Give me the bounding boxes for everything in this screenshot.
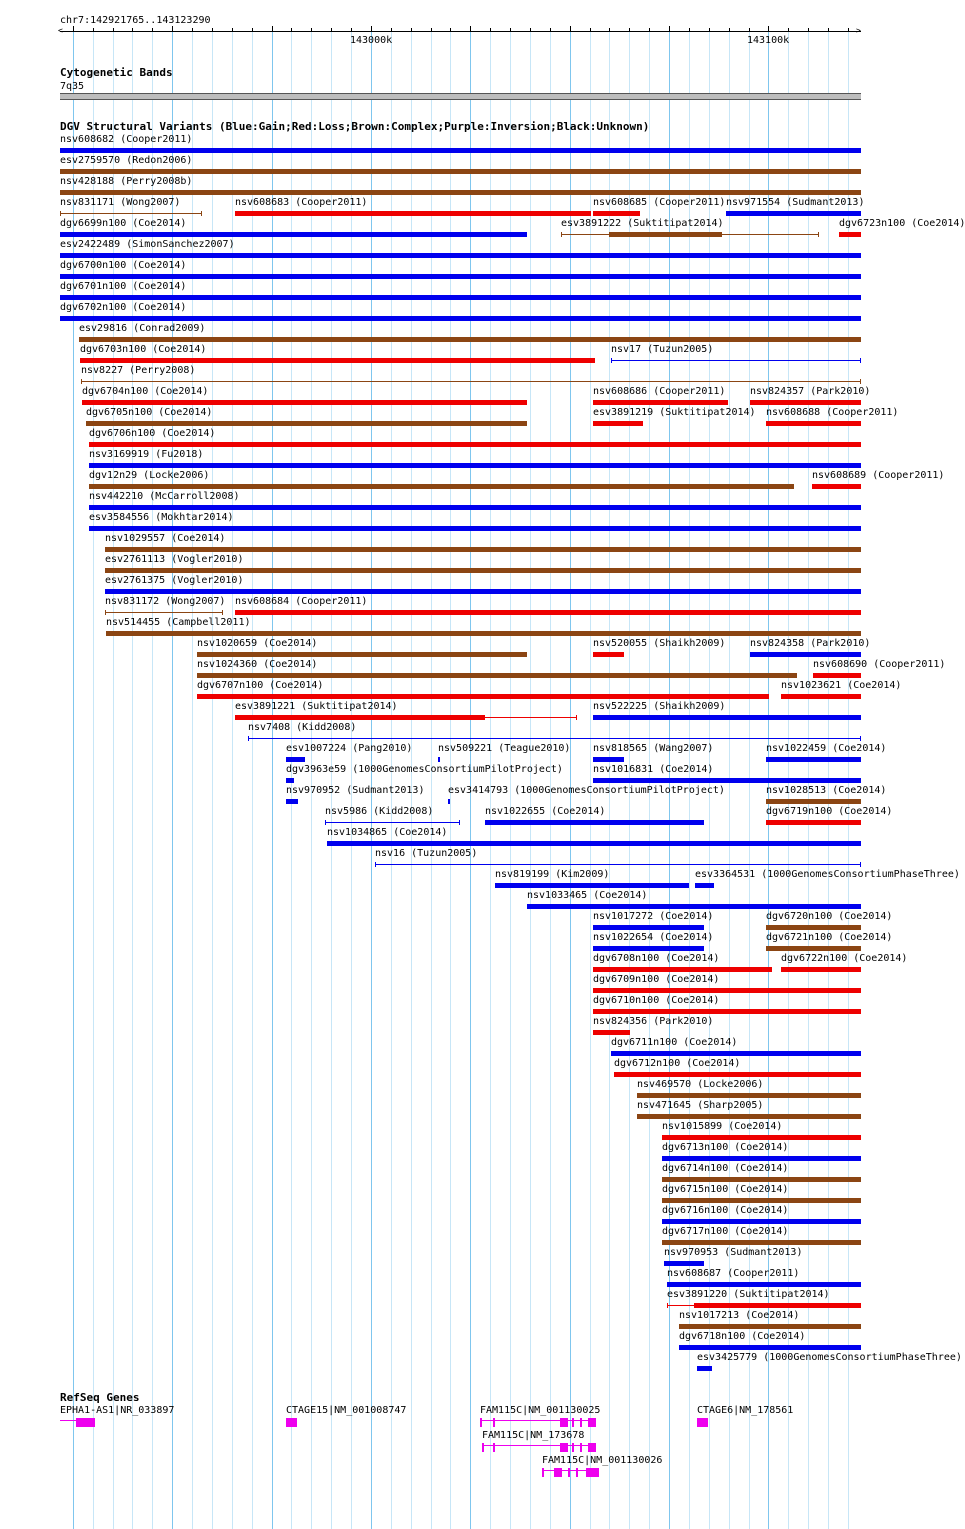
variant-bar[interactable] bbox=[485, 820, 704, 825]
gene-intron-line bbox=[482, 1445, 596, 1446]
ruler-arrow-right: > bbox=[856, 26, 861, 35]
cytoband-track-title: Cytogenetic Bands bbox=[60, 66, 173, 79]
variant-bar[interactable] bbox=[593, 421, 643, 426]
variant-label[interactable]: nsv1017213 (Coe2014) bbox=[679, 1310, 800, 1321]
variant-label[interactable]: dgv6716n100 (Coe2014) bbox=[662, 1205, 789, 1216]
variant-label[interactable]: nsv1034865 (Coe2014) bbox=[327, 827, 448, 838]
variant-label[interactable]: nsv1024360 (Coe2014) bbox=[197, 659, 318, 670]
variant-bar[interactable] bbox=[750, 400, 861, 405]
variant-bar[interactable] bbox=[593, 715, 861, 720]
variant-bar[interactable] bbox=[611, 1051, 861, 1056]
variant-bar[interactable] bbox=[527, 904, 861, 909]
gene-exon[interactable] bbox=[482, 1443, 484, 1452]
ruler-axis bbox=[60, 31, 861, 32]
gene-exon[interactable] bbox=[572, 1418, 574, 1427]
ruler-tick bbox=[272, 26, 273, 32]
variant-bar[interactable] bbox=[197, 673, 797, 678]
ruler-tick bbox=[848, 28, 849, 32]
variant-label[interactable]: esv3364531 (1000GenomesConsortiumPhaseThree) bbox=[695, 869, 960, 880]
variant-bar[interactable] bbox=[60, 274, 861, 279]
variant-end-cap bbox=[860, 736, 861, 741]
variant-label[interactable]: dgv6704n100 (Coe2014) bbox=[82, 386, 209, 397]
gene-exon[interactable] bbox=[286, 1418, 297, 1427]
variant-bar[interactable] bbox=[839, 232, 861, 237]
variant-label[interactable]: esv1007224 (Pang2010) bbox=[286, 743, 413, 754]
gene-exon[interactable] bbox=[568, 1468, 570, 1477]
variant-label[interactable]: esv2761113 (Vogler2010) bbox=[105, 554, 244, 565]
variant-bar[interactable] bbox=[286, 799, 298, 804]
variant-label[interactable]: dgv12n29 (Locke2006) bbox=[89, 470, 210, 481]
variant-label[interactable]: dgv3963e59 (1000GenomesConsortiumPilotProject) bbox=[286, 764, 563, 775]
variant-bar[interactable] bbox=[813, 673, 861, 678]
variant-label[interactable]: esv2759570 (Redon2006) bbox=[60, 155, 193, 166]
variant-end-cap bbox=[81, 379, 82, 384]
variant-label[interactable]: nsv824356 (Park2010) bbox=[593, 1016, 714, 1027]
variant-label[interactable]: nsv970952 (Sudmant2013) bbox=[286, 785, 425, 796]
variant-extent-line[interactable] bbox=[60, 213, 202, 214]
variant-label[interactable]: esv2761375 (Vogler2010) bbox=[105, 575, 244, 586]
variant-bar[interactable] bbox=[286, 778, 294, 783]
variant-extent-line[interactable] bbox=[375, 864, 861, 865]
variant-label[interactable]: dgv6719n100 (Coe2014) bbox=[766, 806, 893, 817]
variant-bar[interactable] bbox=[662, 1177, 861, 1182]
variant-bar[interactable] bbox=[593, 988, 861, 993]
variant-end-cap bbox=[611, 358, 612, 363]
variant-bar[interactable] bbox=[60, 253, 861, 258]
variant-bar[interactable] bbox=[89, 505, 861, 510]
variant-bar[interactable] bbox=[766, 925, 861, 930]
variant-end-cap bbox=[667, 1303, 668, 1308]
variant-label[interactable]: esv3425779 (1000GenomesConsortiumPhaseThree) bbox=[697, 1352, 962, 1363]
ruler-tick bbox=[132, 28, 133, 32]
variant-end-cap bbox=[222, 610, 223, 615]
variant-end-cap bbox=[248, 736, 249, 741]
variant-bar[interactable] bbox=[593, 967, 772, 972]
ruler-tick bbox=[232, 28, 233, 32]
variant-label[interactable]: nsv17 (Tuzun2005) bbox=[611, 344, 714, 355]
variant-label[interactable]: esv2422489 (SimonSanchez2007) bbox=[60, 239, 235, 250]
variant-label[interactable]: esv3891219 (Suktitipat2014) bbox=[593, 407, 756, 418]
variant-label[interactable]: nsv970953 (Sudmant2013) bbox=[664, 1247, 803, 1258]
ruler-tick bbox=[788, 28, 789, 32]
variant-label[interactable]: nsv608686 (Cooper2011) bbox=[593, 386, 726, 397]
ruler-tick bbox=[470, 26, 471, 32]
variant-label[interactable]: nsv1017272 (Coe2014) bbox=[593, 911, 714, 922]
variant-label[interactable]: nsv7408 (Kidd2008) bbox=[248, 722, 357, 733]
variant-label[interactable]: nsv3169919 (Fu2018) bbox=[89, 449, 204, 460]
variant-bar[interactable] bbox=[662, 1240, 861, 1245]
gene-label[interactable]: CTAGE15|NM_001008747 bbox=[286, 1405, 407, 1416]
variant-bar[interactable] bbox=[662, 1198, 861, 1203]
variant-bar[interactable] bbox=[614, 1072, 861, 1077]
variant-label[interactable]: nsv831171 (Wong2007) bbox=[60, 197, 181, 208]
ruler-tick bbox=[192, 28, 193, 32]
variant-label[interactable]: esv3891222 (Suktitipat2014) bbox=[561, 218, 724, 229]
variant-label[interactable]: dgv6714n100 (Coe2014) bbox=[662, 1163, 789, 1174]
variant-label[interactable]: nsv1020659 (Coe2014) bbox=[197, 638, 318, 649]
variant-label[interactable]: nsv428188 (Perry2008b) bbox=[60, 176, 193, 187]
variant-label[interactable]: esv3891220 (Suktitipat2014) bbox=[667, 1289, 830, 1300]
ruler-tick bbox=[729, 28, 730, 32]
variant-bar[interactable] bbox=[197, 652, 527, 657]
variant-bar[interactable] bbox=[593, 1009, 861, 1014]
variant-bar[interactable] bbox=[766, 946, 861, 951]
variant-label[interactable]: nsv819199 (Kim2009) bbox=[495, 869, 610, 880]
variant-bar[interactable] bbox=[60, 232, 527, 237]
variant-bar[interactable] bbox=[679, 1324, 861, 1329]
gene-exon[interactable] bbox=[572, 1443, 574, 1452]
variant-bar[interactable] bbox=[667, 1282, 861, 1287]
variant-end-cap bbox=[201, 211, 202, 216]
variant-bar[interactable] bbox=[60, 190, 861, 195]
ruler-tick bbox=[331, 28, 332, 32]
variant-end-cap bbox=[459, 820, 460, 825]
variant-label[interactable]: dgv6705n100 (Coe2014) bbox=[86, 407, 213, 418]
variant-label[interactable]: nsv608689 (Cooper2011) bbox=[812, 470, 945, 481]
ruler-tick bbox=[431, 28, 432, 32]
ruler-tick bbox=[828, 28, 829, 32]
gene-label[interactable]: FAM115C|NM_001130025 bbox=[480, 1405, 601, 1416]
variant-end-cap bbox=[561, 232, 562, 237]
variant-bar[interactable] bbox=[766, 757, 861, 762]
variant-end-cap bbox=[325, 820, 326, 825]
ruler-tick bbox=[291, 28, 292, 32]
variant-extent-line[interactable] bbox=[81, 381, 861, 382]
variant-bar[interactable] bbox=[60, 148, 861, 153]
variant-bar[interactable] bbox=[235, 211, 591, 216]
variant-end-cap bbox=[60, 211, 61, 216]
variant-label[interactable]: esv3584556 (Mokhtar2014) bbox=[89, 512, 234, 523]
variant-label[interactable]: nsv608690 (Cooper2011) bbox=[813, 659, 946, 670]
variant-bar[interactable] bbox=[495, 883, 689, 888]
variant-label[interactable]: dgv6703n100 (Coe2014) bbox=[80, 344, 207, 355]
ruler-tick bbox=[768, 26, 769, 32]
variant-extent-line[interactable] bbox=[248, 738, 861, 739]
variant-end-cap bbox=[860, 358, 861, 363]
gene-exon[interactable] bbox=[586, 1468, 599, 1477]
variant-bar[interactable] bbox=[766, 820, 861, 825]
ruler-tick bbox=[808, 28, 809, 32]
variant-bar[interactable] bbox=[79, 337, 861, 342]
variant-extent-line[interactable] bbox=[325, 822, 460, 823]
gene-exon[interactable] bbox=[493, 1443, 495, 1452]
variant-bar[interactable] bbox=[781, 694, 861, 699]
variant-label[interactable]: esv3891221 (Suktitipat2014) bbox=[235, 701, 398, 712]
variant-label[interactable]: dgv6700n100 (Coe2014) bbox=[60, 260, 187, 271]
variant-label[interactable]: nsv514455 (Campbell2011) bbox=[106, 617, 251, 628]
variant-end-cap bbox=[105, 610, 106, 615]
variant-label[interactable]: dgv6715n100 (Coe2014) bbox=[662, 1184, 789, 1195]
variant-bar[interactable] bbox=[637, 1114, 861, 1119]
variant-label[interactable]: dgv6709n100 (Coe2014) bbox=[593, 974, 720, 985]
refseq-track-title: RefSeq Genes bbox=[60, 1391, 140, 1404]
dgv-track-title: DGV Structural Variants (Blue:Gain;Red:Loss;Brown:Complex;Purple:Inversion;Black:Unknown) bbox=[60, 120, 650, 133]
ruler-tick bbox=[93, 28, 94, 32]
variant-bar[interactable] bbox=[105, 547, 861, 552]
ruler-tick bbox=[371, 26, 372, 32]
variant-label[interactable]: dgv6718n100 (Coe2014) bbox=[679, 1331, 806, 1342]
gene-exon[interactable] bbox=[580, 1418, 582, 1427]
variant-label[interactable]: nsv608685 (Cooper2011) bbox=[593, 197, 726, 208]
variant-label[interactable]: dgv6721n100 (Coe2014) bbox=[766, 932, 893, 943]
variant-bar[interactable] bbox=[593, 925, 704, 930]
variant-label[interactable]: nsv1023621 (Coe2014) bbox=[781, 680, 902, 691]
variant-bar[interactable] bbox=[593, 652, 624, 657]
variant-label[interactable]: nsv1022459 (Coe2014) bbox=[766, 743, 887, 754]
ruler-tick bbox=[450, 28, 451, 32]
variant-bar[interactable] bbox=[60, 295, 861, 300]
ruler-tick bbox=[649, 28, 650, 32]
ruler-arrow-left: < bbox=[58, 26, 63, 35]
variant-bar[interactable] bbox=[197, 694, 769, 699]
variant-label[interactable]: nsv824358 (Park2010) bbox=[750, 638, 871, 649]
variant-bar[interactable] bbox=[60, 316, 861, 321]
variant-bar[interactable] bbox=[60, 169, 861, 174]
variant-bar[interactable] bbox=[106, 631, 861, 636]
gene-label[interactable]: FAM115C|NM_001130026 bbox=[542, 1455, 663, 1466]
variant-label[interactable]: nsv5986 (Kidd2008) bbox=[325, 806, 434, 817]
gene-exon[interactable] bbox=[542, 1468, 544, 1477]
variant-end-cap bbox=[818, 232, 819, 237]
variant-label[interactable]: nsv818565 (Wang2007) bbox=[593, 743, 714, 754]
variant-label[interactable]: nsv1022655 (Coe2014) bbox=[485, 806, 606, 817]
variant-bar[interactable] bbox=[593, 400, 728, 405]
variant-label[interactable]: nsv469570 (Locke2006) bbox=[637, 1079, 764, 1090]
variant-label[interactable]: nsv1022654 (Coe2014) bbox=[593, 932, 714, 943]
ruler-label: 143100k bbox=[747, 35, 790, 46]
variant-bar[interactable] bbox=[438, 757, 440, 762]
ruler-location: chr7:142921765..143123290 bbox=[60, 15, 211, 26]
variant-label[interactable]: dgv6702n100 (Coe2014) bbox=[60, 302, 187, 313]
gene-label[interactable]: EPHA1-AS1|NR_033897 bbox=[60, 1405, 175, 1416]
ruler-tick bbox=[212, 28, 213, 32]
gene-label[interactable]: FAM115C|NM_173678 bbox=[482, 1430, 585, 1441]
ruler-tick bbox=[311, 28, 312, 32]
variant-label[interactable]: dgv6720n100 (Coe2014) bbox=[766, 911, 893, 922]
gene-exon[interactable] bbox=[588, 1443, 596, 1452]
variant-bar[interactable] bbox=[593, 1030, 630, 1035]
ruler-tick bbox=[73, 26, 74, 32]
ruler-tick bbox=[391, 28, 392, 32]
variant-bar[interactable] bbox=[105, 568, 861, 573]
ruler-tick bbox=[570, 26, 571, 32]
variant-bar[interactable] bbox=[694, 1303, 861, 1308]
variant-label[interactable]: nsv16 (Tuzun2005) bbox=[375, 848, 478, 859]
variant-bar[interactable] bbox=[662, 1135, 861, 1140]
variant-label[interactable]: nsv1033465 (Coe2014) bbox=[527, 890, 648, 901]
gene-exon[interactable] bbox=[76, 1418, 95, 1427]
gene-exon[interactable] bbox=[493, 1418, 495, 1427]
ruler-tick bbox=[709, 28, 710, 32]
variant-label[interactable]: dgv6713n100 (Coe2014) bbox=[662, 1142, 789, 1153]
variant-bar[interactable] bbox=[593, 757, 624, 762]
variant-bar[interactable] bbox=[448, 799, 450, 804]
gene-exon[interactable] bbox=[697, 1418, 708, 1427]
gene-exon[interactable] bbox=[560, 1418, 568, 1427]
variant-bar[interactable] bbox=[593, 211, 640, 216]
variant-label[interactable]: dgv6706n100 (Coe2014) bbox=[89, 428, 216, 439]
variant-label[interactable]: nsv1015899 (Coe2014) bbox=[662, 1121, 783, 1132]
variant-bar[interactable] bbox=[327, 841, 861, 846]
gene-exon[interactable] bbox=[588, 1418, 596, 1427]
variant-bar[interactable] bbox=[235, 610, 861, 615]
variant-label[interactable]: dgv6701n100 (Coe2014) bbox=[60, 281, 187, 292]
variant-bar[interactable] bbox=[637, 1093, 861, 1098]
variant-label[interactable]: nsv520055 (Shaikh2009) bbox=[593, 638, 726, 649]
cytoband-bar[interactable] bbox=[60, 93, 861, 100]
variant-bar[interactable] bbox=[593, 946, 704, 951]
variant-label[interactable]: dgv6707n100 (Coe2014) bbox=[197, 680, 324, 691]
variant-end-cap bbox=[375, 862, 376, 867]
variant-bar[interactable] bbox=[697, 1366, 712, 1371]
variant-label[interactable]: dgv6710n100 (Coe2014) bbox=[593, 995, 720, 1006]
variant-label[interactable]: nsv608683 (Cooper2011) bbox=[235, 197, 368, 208]
variant-label[interactable]: nsv522225 (Shaikh2009) bbox=[593, 701, 726, 712]
variant-label[interactable]: nsv471645 (Sharp2005) bbox=[637, 1100, 764, 1111]
variant-bar[interactable] bbox=[86, 421, 527, 426]
gene-exon[interactable] bbox=[580, 1443, 582, 1452]
variant-label[interactable]: nsv971554 (Sudmant2013) bbox=[726, 197, 865, 208]
variant-bar[interactable] bbox=[235, 715, 485, 720]
variant-label[interactable]: nsv1016831 (Coe2014) bbox=[593, 764, 714, 775]
gene-intron-line bbox=[480, 1420, 596, 1421]
ruler-tick bbox=[669, 26, 670, 32]
variant-bar[interactable] bbox=[286, 757, 305, 762]
variant-label[interactable]: dgv6711n100 (Coe2014) bbox=[611, 1037, 738, 1048]
variant-bar[interactable] bbox=[80, 358, 595, 363]
variant-extent-line[interactable] bbox=[611, 360, 861, 361]
variant-bar[interactable] bbox=[662, 1219, 861, 1224]
variant-bar[interactable] bbox=[609, 232, 722, 237]
variant-label[interactable]: nsv509221 (Teague2010) bbox=[438, 743, 571, 754]
ruler-tick bbox=[749, 28, 750, 32]
ruler-tick bbox=[172, 26, 173, 32]
variant-label[interactable]: nsv608688 (Cooper2011) bbox=[766, 407, 899, 418]
ruler-tick bbox=[510, 28, 511, 32]
ruler-tick bbox=[530, 28, 531, 32]
variant-bar[interactable] bbox=[750, 652, 861, 657]
variant-label[interactable]: dgv6708n100 (Coe2014) bbox=[593, 953, 720, 964]
variant-label[interactable]: nsv608687 (Cooper2011) bbox=[667, 1268, 800, 1279]
variant-label[interactable]: dgv6723n100 (Coe2014) bbox=[839, 218, 965, 229]
variant-bar[interactable] bbox=[593, 778, 861, 783]
variant-bar[interactable] bbox=[82, 400, 527, 405]
variant-bar[interactable] bbox=[695, 883, 714, 888]
variant-extent-line[interactable] bbox=[105, 612, 223, 613]
variant-bar[interactable] bbox=[664, 1261, 704, 1266]
variant-label[interactable]: nsv1029557 (Coe2014) bbox=[105, 533, 226, 544]
variant-end-cap bbox=[576, 715, 577, 720]
variant-label[interactable]: nsv831172 (Wong2007) bbox=[105, 596, 226, 607]
variant-bar[interactable] bbox=[105, 589, 861, 594]
variant-label[interactable]: esv3414793 (1000GenomesConsortiumPilotProject) bbox=[448, 785, 725, 796]
ruler-tick bbox=[351, 28, 352, 32]
variant-label[interactable]: nsv608682 (Cooper2011) bbox=[60, 134, 193, 145]
gene-exon[interactable] bbox=[576, 1468, 578, 1477]
ruler-tick bbox=[629, 28, 630, 32]
variant-bar[interactable] bbox=[89, 463, 861, 468]
ruler-tick bbox=[590, 28, 591, 32]
variant-label[interactable]: dgv6699n100 (Coe2014) bbox=[60, 218, 187, 229]
gene-exon[interactable] bbox=[560, 1443, 568, 1452]
ruler-tick bbox=[550, 28, 551, 32]
variant-label[interactable]: nsv608684 (Cooper2011) bbox=[235, 596, 368, 607]
variant-label[interactable]: dgv6722n100 (Coe2014) bbox=[781, 953, 908, 964]
variant-bar[interactable] bbox=[89, 442, 861, 447]
variant-bar[interactable] bbox=[812, 484, 861, 489]
variant-end-cap bbox=[860, 862, 861, 867]
variant-label[interactable]: nsv1028513 (Coe2014) bbox=[766, 785, 887, 796]
variant-label[interactable]: dgv6717n100 (Coe2014) bbox=[662, 1226, 789, 1237]
ruler-tick bbox=[152, 28, 153, 32]
variant-label[interactable]: nsv824357 (Park2010) bbox=[750, 386, 871, 397]
variant-bar[interactable] bbox=[781, 967, 861, 972]
variant-bar[interactable] bbox=[766, 799, 861, 804]
ruler-tick bbox=[490, 28, 491, 32]
gene-label[interactable]: CTAGE6|NM_178561 bbox=[697, 1405, 794, 1416]
variant-bar[interactable] bbox=[89, 526, 861, 531]
variant-bar[interactable] bbox=[89, 484, 794, 489]
variant-bar[interactable] bbox=[662, 1156, 861, 1161]
gene-exon[interactable] bbox=[480, 1418, 482, 1427]
variant-bar[interactable] bbox=[726, 211, 861, 216]
ruler-label: 143000k bbox=[350, 35, 393, 46]
cytoband-label: 7q35 bbox=[60, 81, 85, 92]
ruler-tick bbox=[252, 28, 253, 32]
variant-end-cap bbox=[860, 379, 861, 384]
ruler-tick bbox=[689, 28, 690, 32]
ruler-tick bbox=[609, 28, 610, 32]
variant-label[interactable]: dgv6712n100 (Coe2014) bbox=[614, 1058, 741, 1069]
variant-label[interactable]: nsv442210 (McCarroll2008) bbox=[89, 491, 240, 502]
gene-exon[interactable] bbox=[554, 1468, 562, 1477]
variant-label[interactable]: esv29816 (Conrad2009) bbox=[79, 323, 206, 334]
ruler-tick bbox=[113, 28, 114, 32]
variant-bar[interactable] bbox=[679, 1345, 861, 1350]
variant-bar[interactable] bbox=[766, 421, 861, 426]
variant-label[interactable]: nsv8227 (Perry2008) bbox=[81, 365, 196, 376]
ruler-tick bbox=[411, 28, 412, 32]
